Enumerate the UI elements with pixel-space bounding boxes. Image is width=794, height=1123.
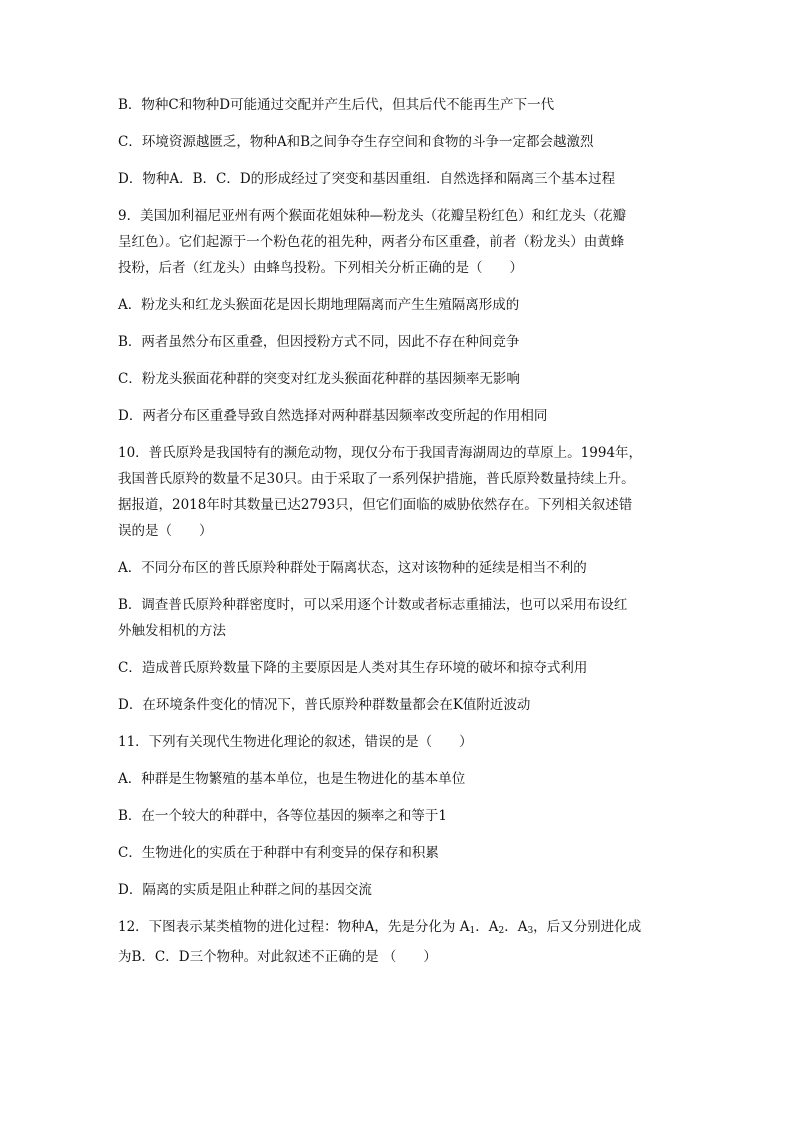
question-9-line-2: 呈红色）。它们起源于一个粉色花的祖先种，两者分布区重叠，前者（粉龙头）由黄蜂 xyxy=(118,234,625,250)
option-9d: D．两者分布区重叠导致自然选择对两种群基因频率改变所起的作用相同 xyxy=(118,408,548,424)
option-8c: C．环境资源越匮乏，物种A和B之间争夺生存空间和食物的斗争一定都会越激烈 xyxy=(118,134,594,150)
option-10b-line-2: 外触发相机的方法 xyxy=(118,623,226,639)
question-12-line-1 xyxy=(118,914,678,944)
separator: ． xyxy=(504,919,518,935)
option-11a: A．种群是生物繁殖的基本单位，也是生物进化的基本单位 xyxy=(118,771,466,787)
option-9b: B．两者虽然分布区重叠，但因授粉方式不同，因此不存在种间竞争 xyxy=(118,334,520,350)
option-10d: D．在环境条件变化的情况下，普氏原羚种群数量都会在K值附近波动 xyxy=(118,697,531,713)
question-12-lead: 12．下图表示某类植物的进化过程：物种A，先是分化为 A xyxy=(118,919,470,935)
subscript-2: 2 xyxy=(498,926,505,936)
question-10-line-2: 我国普氏原羚的数量不足30只。由于采取了一系列保护措施，普氏原羚数量持续上升。 xyxy=(118,471,635,487)
option-8d: D．物种A．B．C．D的形成经过了突变和基因重组．自然选择和隔离三个基本过程 xyxy=(118,171,616,187)
option-11c: C．生物进化的实质在于种群中有利变异的保存和积累 xyxy=(118,845,439,861)
question-9-line-3: 投粉，后者（红龙头）由蜂鸟投粉。下列相关分析正确的是（ ） xyxy=(118,260,523,276)
option-9c: C．粉龙头猴面花种群的突变对红龙头猴面花种群的基因频率无影响 xyxy=(118,371,520,387)
option-8b: B．物种C和物种D可能通过交配并产生后代，但其后代不能再生产下一代 xyxy=(118,97,555,113)
subscript-3: 3 xyxy=(527,926,534,936)
question-content xyxy=(118,92,678,970)
question-12-tail: ，后又分别进化成 xyxy=(533,919,642,935)
option-10c: C．造成普氏原羚数量下降的主要原因是人类对其生存环境的破坏和掠夺式利用 xyxy=(118,660,588,676)
question-12-line-2: 为B．C．D三个物种。对此叙述不正确的是 （ ） xyxy=(118,949,437,965)
subscript-1: 1 xyxy=(469,926,476,936)
species-a3: A xyxy=(517,919,528,935)
option-9a: A．粉龙头和红龙头猴面花是因长期地理隔离而产生生殖隔离形成的 xyxy=(118,297,520,313)
question-9-line-1: 9．美国加利福尼亚州有两个猴面花姐妹种—粉龙头（花瓣呈粉红色）和红龙头（花瓣 xyxy=(118,208,627,224)
question-10-line-1: 10．普氏原羚是我国特有的濒危动物，现仅分布于我国青海湖周边的草原上。1994年， xyxy=(118,445,643,461)
option-10b-line-1: B．调查普氏原羚种群密度时，可以采用逐个计数或者标志重捕法，也可以采用布设红 xyxy=(118,597,628,613)
option-11d: D．隔离的实质是阻止种群之间的基因交流 xyxy=(118,882,372,898)
species-a2: A xyxy=(488,919,499,935)
option-11b: B．在一个较大的种群中，各等位基因的频率之和等于1 xyxy=(118,808,448,824)
option-10a: A．不同分布区的普氏原羚种群处于隔离状态，这对该物种的延续是相当不利的 xyxy=(118,560,587,576)
question-10-line-4: 误的是（ ） xyxy=(118,523,213,539)
question-11: 11．下列有关现代生物进化理论的叙述，错误的是（ ） xyxy=(118,734,473,750)
question-10-line-3: 据报道，2018年时其数量已达2793只，但它们面临的威胁依然存在。下列相关叙述错 xyxy=(118,497,633,513)
separator: ． xyxy=(475,919,489,935)
